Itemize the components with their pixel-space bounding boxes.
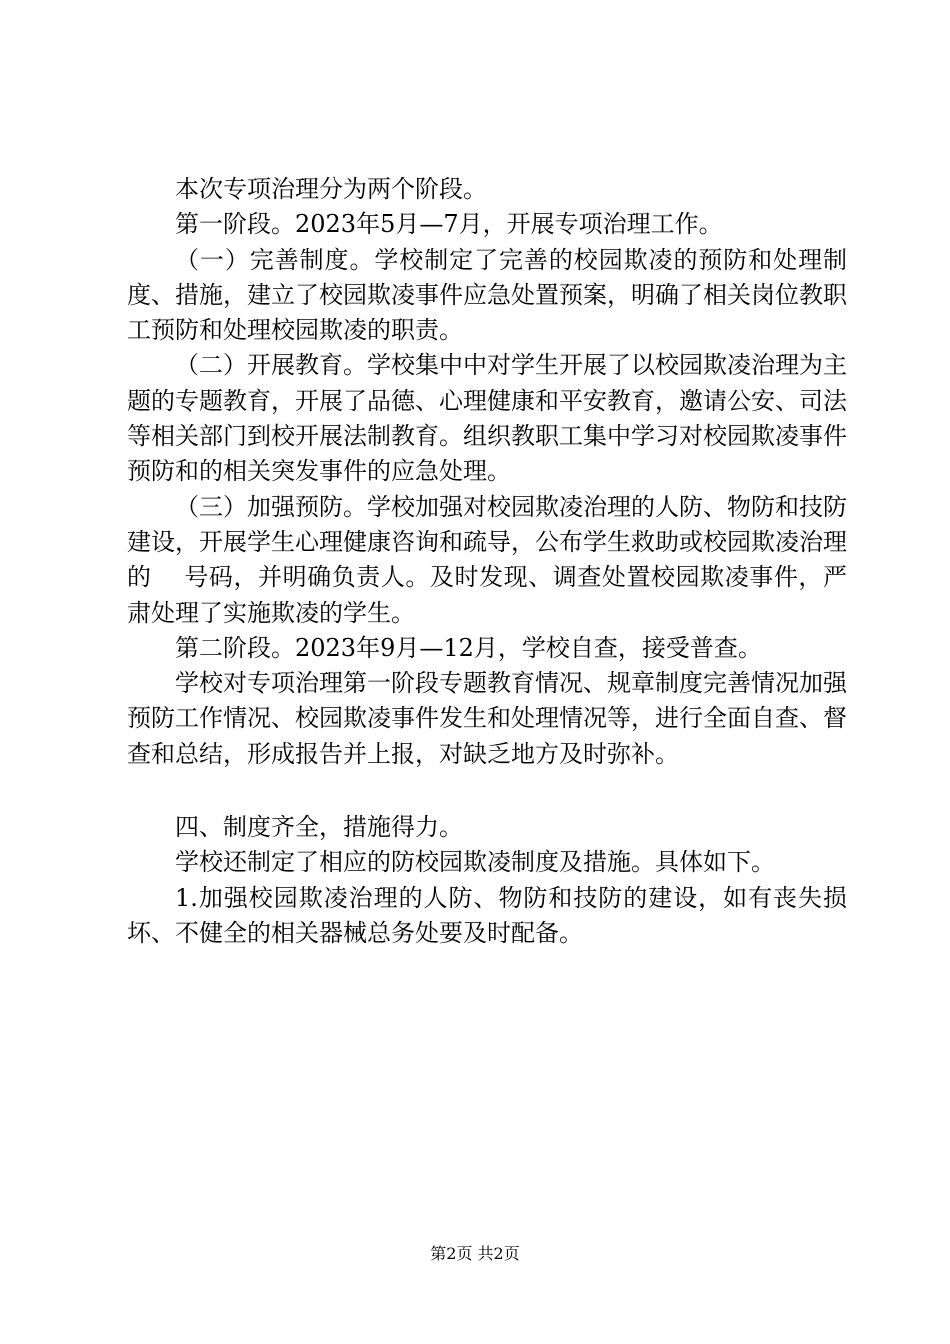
paragraph-education: （二）开展教育。学校集中中对学生开展了以校园欺凌治理为主题的专题教育，开展了品德、心理健康和平安教育，邀请公安、司法等相关部门到校开展法制教育。组织教职工集中学习对校园欺凌事件预防和的相关突发事件的应急处理。 bbox=[127, 351, 847, 486]
paragraph-measures: 学校还制定了相应的防校园欺凌制度及措施。具体如下。 bbox=[175, 848, 775, 877]
section-heading-four: 四、制度齐全，措施得力。 bbox=[175, 813, 463, 842]
paragraph-phase-two: 第二阶段。2023年9月—12月，学校自查，接受普查。 bbox=[175, 633, 762, 662]
paragraph-self-inspection: 学校对专项治理第一阶段专题教育情况、规章制度完善情况加强预防工作情况、校园欺凌事件发生和处理情况等，进行全面自查、督查和总结，形成报告并上报，对缺乏地方及时弥补。 bbox=[127, 669, 847, 768]
page-footer: 第2页 共2页 bbox=[430, 1244, 520, 1263]
paragraph-gap bbox=[127, 772, 847, 810]
paragraph-intro: 本次专项治理分为两个阶段。 bbox=[175, 175, 487, 203]
paragraph-phase-one: 第一阶段。2023年5月—7月，开展专项治理工作。 bbox=[175, 210, 723, 239]
paragraph-improve-system: （一）完善制度。学校制定了完善的校园欺凌的预防和处理制度、措施，建立了校园欺凌事件应急处置预案，明确了相关岗位教职工预防和处理校园欺凌的职责。 bbox=[127, 245, 847, 345]
paragraph-prevention: （三）加强预防。学校加强对校园欺凌治理的人防、物防和技防建设，开展学生心理健康咨询和疏导，公布学生救助或校园欺凌治理的 号码，并明确负责人。及时发现、调查处置校园欺凌事件，严肃处理了实施欺凌的学生。 bbox=[127, 492, 847, 627]
paragraph-measure-item-1: 1.加强校园欺凌治理的人防、物防和技防的建设，如有丧失损坏、不健全的相关器械总务处要及时配备。 bbox=[127, 883, 847, 947]
document-body bbox=[127, 172, 847, 951]
